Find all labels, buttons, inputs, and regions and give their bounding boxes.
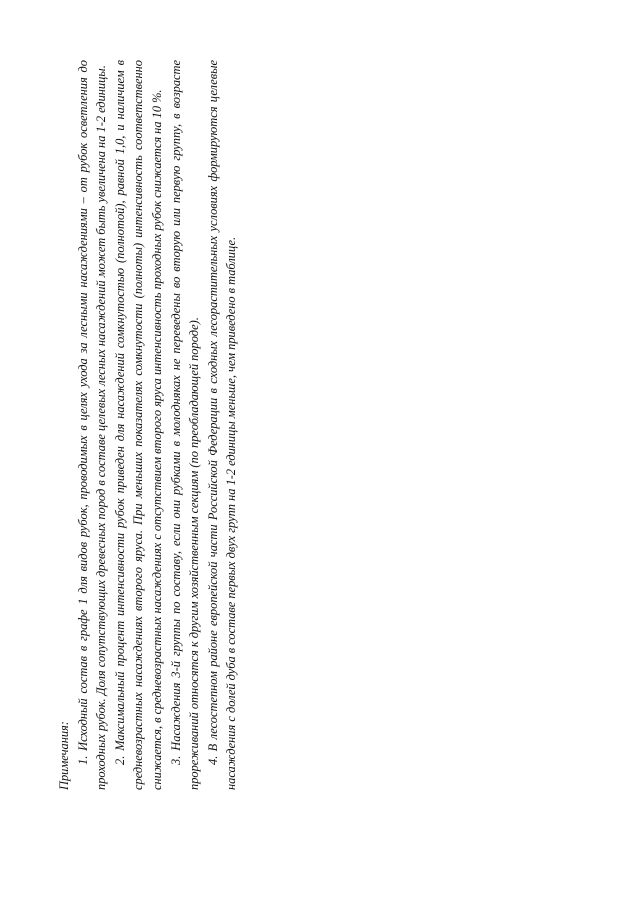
note-item-4: 4. В лесостепном районе европейской части Российской Федерации в сходных лесорастительных условиях формируются целевые насаждения с долей дуба в составе первых двух групп на 1-2 единицы меньше, чем приведено в таблице. bbox=[205, 60, 239, 790]
note-item-2: 2. Максимальный процент интенсивности рубок приведен для насаждений сомкнутостью (полнотой), равной 1,0, и наличием в средневозрастных насаждениях второго яруса. При меньших показателях сомкнутости (полноты) интенсивность соответственно снижается, в средневозрастных насаждениях с отсутствием второго яруса интенсивность проходных рубок снижается на 10 %. bbox=[112, 60, 164, 790]
notes-title: Примечания: bbox=[57, 721, 71, 790]
rotated-notes-block bbox=[55, 60, 241, 790]
note-item-1: 1. Исходный состав в графе 1 для видов рубок, проводимых в целях ухода за лесными насаждениями – от рубок осветления до проходных рубок. Доля сопутствующих древесных пород в составе целевых лесных насаждений может быть увеличена на 1-2 единицы. bbox=[75, 60, 109, 790]
note-item-3: 3. Насаждения 3-й группы по составу, если они рубками в молодняках не переведены во вторую или первую группу, в возрасте прореживаний относятся к другим хозяйственным секциям (по преобладающей породе). bbox=[168, 60, 202, 790]
